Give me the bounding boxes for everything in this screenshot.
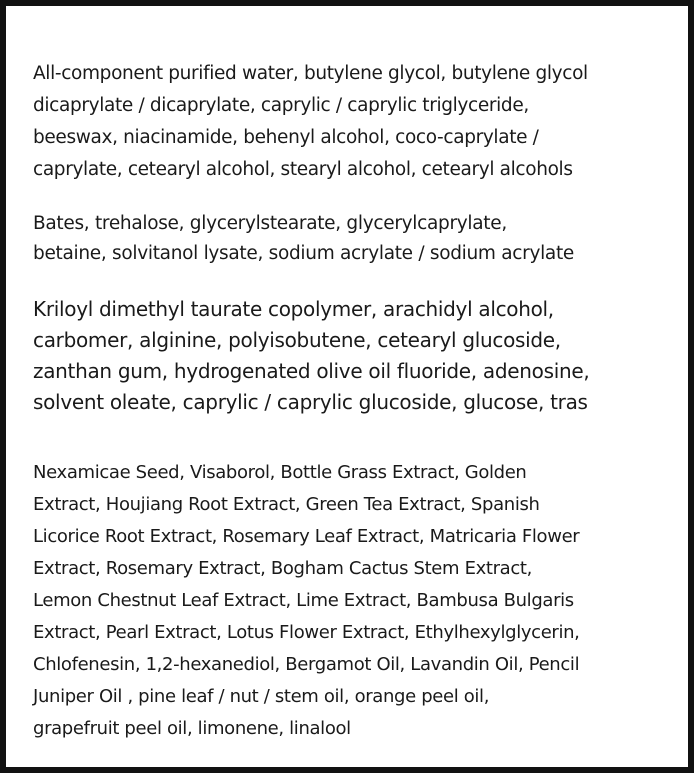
ingredients-paragraph-3: Kriloyl dimethyl taurate copolymer, arachidyl alcohol, carbomer, alginine, polyisobutene, cetearyl glucoside, zanthan gum, hydrogenated olive oil fluoride, adenosine, solvent oleate, caprylic / caprylic glucoside, glucose, tras bbox=[33, 297, 590, 414]
ingredients-paragraph-2: Bates, trehalose, glycerylstearate, glycerylcaprylate, betaine, solvitanol lysate, sodium acrylate / sodium acrylate bbox=[33, 213, 575, 264]
ingredients-paragraph-4: Nexamicae Seed, Visaborol, Bottle Grass Extract, Golden Extract, Houjiang Root Extract, Green Tea Extract, Spanish Licorice Root Extract, Rosemary Leaf Extract, Matricaria Flower Extract, Rosemary Extract, Bogham Cactus Stem Extract, Lemon Chestnut Leaf Extract, Lime Extract, Bambusa Bulgaris Extract, Pearl Extract, Lotus Flower Extract, Ethylhexylglycerin, Chlofenesin, 1,2-hexanediol, Bergamot Oil, Lavandin Oil, Pencil Juniper Oil , pine leaf / nut / stem oil, orange peel oil, grapefruit peel oil, limonene, linalool bbox=[33, 462, 580, 739]
ingredients-paragraph-1: All-component purified water, butylene glycol, butylene glycol dicaprylate / dicaprylate, caprylic / caprylic triglyceride, beeswax, niacinamide, behenyl alcohol, coco-caprylate / caprylate, cetearyl alcohol, stearyl alcohol, cetearyl alcohols bbox=[33, 63, 588, 180]
